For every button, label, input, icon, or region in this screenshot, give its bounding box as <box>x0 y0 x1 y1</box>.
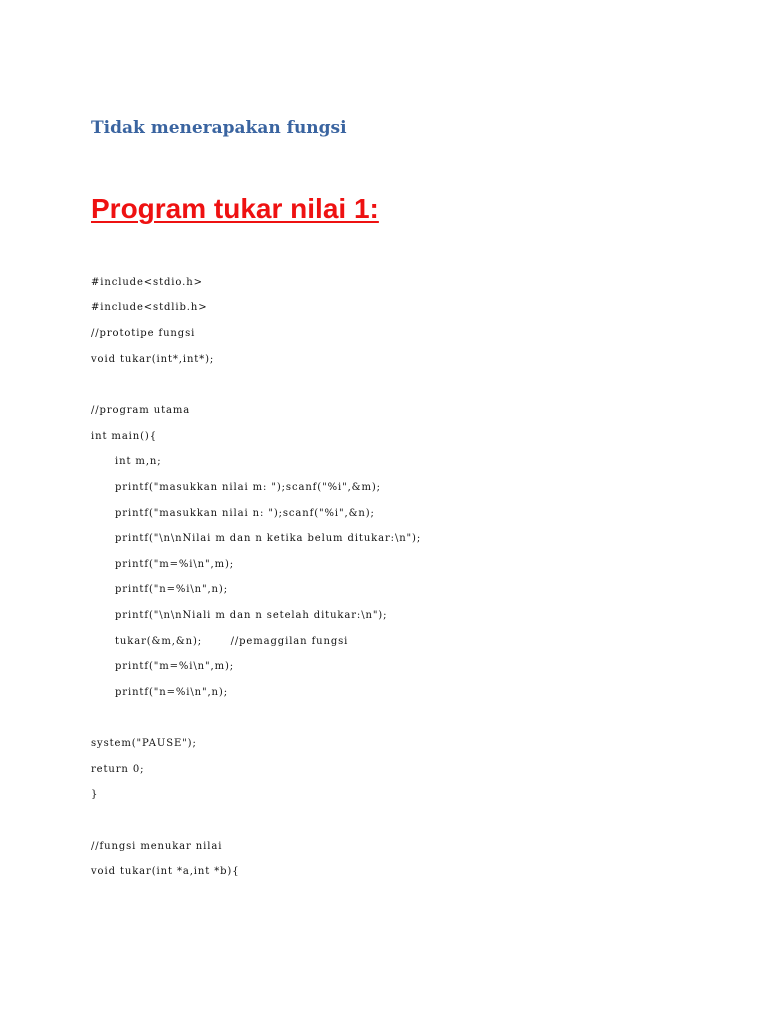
code-line: } <box>91 789 99 800</box>
section-heading: Tidak menerapakan fungsi <box>91 118 347 138</box>
code-line: printf("n=%i\n",n); <box>115 584 228 595</box>
code-line: printf("m=%i\n",m); <box>115 559 235 570</box>
code-line: void tukar(int*,int*); <box>91 354 215 365</box>
code-line: printf("m=%i\n",m); <box>115 661 235 672</box>
program-title: Program tukar nilai 1: <box>91 193 379 224</box>
code-line: //prototipe fungsi <box>91 328 196 339</box>
code-line: return 0; <box>91 764 145 775</box>
code-line: printf("n=%i\n",n); <box>115 687 228 698</box>
code-line: int m,n; <box>115 456 162 467</box>
code-line: printf("masukkan nilai n: ");scanf("%i",&n); <box>115 508 375 519</box>
code-line: printf("masukkan nilai m: ");scanf("%i",&m); <box>115 482 381 493</box>
code-line: #include<stdio.h> <box>91 277 203 288</box>
code-line: system("PAUSE"); <box>91 738 197 749</box>
code-line: printf("\n\nNilai m dan n ketika belum ditukar:\n"); <box>115 533 422 544</box>
code-line: tukar(&m,&n); //pemaggilan fungsi <box>115 636 349 647</box>
code-line: void tukar(int *a,int *b){ <box>91 866 240 877</box>
code-line: printf("\n\nNiali m dan n setelah ditukar:\n"); <box>115 610 388 621</box>
code-line: #include<stdlib.h> <box>91 302 208 313</box>
code-line: int main(){ <box>91 431 157 442</box>
code-line: //program utama <box>91 405 191 416</box>
code-line: //fungsi menukar nilai <box>91 841 223 852</box>
